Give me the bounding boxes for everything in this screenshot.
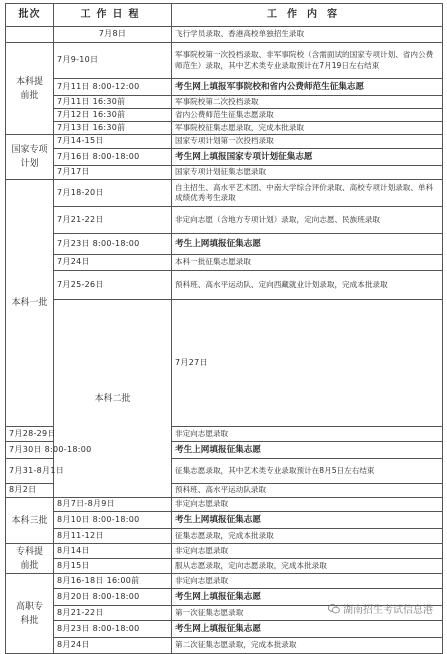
date-cell: 7月9-10日 bbox=[54, 43, 172, 79]
admission-schedule bbox=[5, 3, 442, 654]
date-cell: 8月14日 bbox=[54, 544, 172, 559]
date-cell: 7月17日 bbox=[54, 166, 172, 180]
batch-cell: 本科提前批 bbox=[6, 43, 54, 135]
work-content-cell: 非定向志愿录取 bbox=[172, 574, 443, 589]
table-row bbox=[6, 43, 443, 79]
batch-cell: 国家专项计划 bbox=[6, 135, 54, 180]
header-content: 工作内容 bbox=[172, 4, 443, 27]
table-row bbox=[6, 234, 443, 255]
work-content-cell: 国家专项计划征集志愿录取 bbox=[172, 166, 443, 180]
wechat-logo-icon bbox=[328, 604, 340, 614]
table-row bbox=[6, 207, 443, 234]
work-content-cell: 军事院校第一次投档录取、非军事院校（含需面试的国家专项计划、省内公费师范生）录取，其中艺术类专业录取预计在7月19日左右结束 bbox=[172, 43, 443, 79]
table-row bbox=[6, 559, 443, 574]
date-cell: 7月28-29日 bbox=[6, 427, 54, 442]
work-content-cell: 国家专项计划第一次投档录取 bbox=[172, 135, 443, 149]
date-cell: 7月21-22日 bbox=[54, 207, 172, 234]
table-row bbox=[6, 529, 443, 544]
table-row bbox=[6, 574, 443, 589]
work-content-cell: 非定向志愿录取 bbox=[172, 544, 443, 559]
work-content-cell: 考生网上填报征集志愿 bbox=[172, 589, 443, 606]
schedule-body bbox=[6, 27, 443, 654]
date-cell: 8月15日 bbox=[54, 559, 172, 574]
batch-cell: 专科提前批 bbox=[6, 544, 54, 574]
table-row bbox=[6, 544, 443, 559]
table-row bbox=[6, 27, 443, 43]
date-cell: 7月18-20日 bbox=[54, 180, 172, 207]
work-content-cell: 军事院校第二次投档录取 bbox=[172, 96, 443, 109]
batch-cell: 本科三批 bbox=[6, 498, 54, 544]
date-cell: 7月30日 8:00-18:00 bbox=[6, 442, 54, 459]
date-cell: 7月11日 8:00-12:00 bbox=[54, 79, 172, 96]
date-cell: 8月23日 8:00-18:00 bbox=[54, 621, 172, 638]
date-cell: 8月24日 bbox=[54, 638, 172, 654]
date-cell: 7月27日 bbox=[172, 300, 443, 427]
work-content-cell: 征集志愿录取，完成本批录取 bbox=[172, 529, 443, 544]
table-row bbox=[6, 498, 443, 512]
table-row bbox=[6, 621, 443, 638]
table-row bbox=[6, 135, 443, 149]
work-content-cell: 第二次征集志愿录取，完成本批录取 bbox=[172, 638, 443, 654]
table-row bbox=[6, 638, 443, 654]
date-cell: 8月21-22日 bbox=[54, 606, 172, 621]
table-row bbox=[6, 109, 443, 122]
table-row bbox=[6, 180, 443, 207]
work-content-cell: 省内公费师范生征集志愿录取 bbox=[172, 109, 443, 122]
date-cell: 8月10日 8:00-18:00 bbox=[54, 512, 172, 529]
date-cell: 7月12日 16:30前 bbox=[54, 109, 172, 122]
date-cell: 8月2日 bbox=[6, 484, 54, 498]
date-cell: 7月24日 bbox=[54, 255, 172, 271]
work-content-cell: 飞行学员录取、香港高校单独招生录取 bbox=[172, 27, 443, 43]
table-row bbox=[6, 300, 443, 427]
work-content-cell: 非定向志愿录取 bbox=[172, 498, 443, 512]
table-row bbox=[6, 255, 443, 271]
header-batch: 批次 bbox=[6, 4, 54, 27]
work-content-cell: 第一次征集志愿录取 bbox=[172, 606, 443, 621]
work-content-cell: 非定向志愿（含地方专项计划）录取，定向志愿、民族班录取 bbox=[172, 207, 443, 234]
watermark bbox=[328, 601, 433, 616]
table-row bbox=[6, 79, 443, 96]
date-cell: 8月11-12日 bbox=[54, 529, 172, 544]
table-row bbox=[6, 512, 443, 529]
date-cell: 8月20日 8:00-18:00 bbox=[54, 589, 172, 606]
work-content-cell: 考生网上填报征集志愿 bbox=[172, 621, 443, 638]
batch-cell bbox=[6, 27, 54, 43]
date-cell: 8月16-18日 16:00前 bbox=[54, 574, 172, 589]
work-content-cell: 预科班、高水平运动队录取 bbox=[172, 484, 443, 498]
work-content-cell: 征集志愿录取，其中艺术类专业录取预计在8月5日左右结束 bbox=[172, 459, 443, 484]
work-content-cell: 考生网上填报军事院校和省内公费师范生征集志愿 bbox=[172, 79, 443, 96]
table-row bbox=[6, 166, 443, 180]
work-content-cell: 考生网上填报国家专项计划征集志愿 bbox=[172, 149, 443, 166]
work-content-cell: 考生上网填报征集志愿 bbox=[172, 442, 443, 459]
date-cell: 7月11日 16:30前 bbox=[54, 96, 172, 109]
date-cell: 7月14-15日 bbox=[54, 135, 172, 149]
work-content-cell: 考生上网填报征集志愿 bbox=[172, 512, 443, 529]
work-content-cell: 预科班、高水平运动队、定向西藏就业计划录取，完成本批录取 bbox=[172, 271, 443, 300]
date-cell: 8月7日-8月9日 bbox=[54, 498, 172, 512]
header-row bbox=[6, 4, 443, 27]
work-content-cell: 服从志愿录取，定向志愿录取，完成本批录取 bbox=[172, 559, 443, 574]
table-row bbox=[6, 149, 443, 166]
work-content-cell: 自主招生、高水平艺术团、中南大学综合评价录取、高校专项计划录取、单科成绩优秀考生录取 bbox=[172, 180, 443, 207]
date-cell: 7月25-26日 bbox=[54, 271, 172, 300]
table-row bbox=[6, 96, 443, 109]
batch-cell: 本科一批 bbox=[6, 180, 54, 427]
work-content-cell: 本科一批征集志愿录取 bbox=[172, 255, 443, 271]
date-cell: 7月16日 8:00-18:00 bbox=[54, 149, 172, 166]
schedule-table bbox=[5, 3, 443, 654]
batch-cell: 本科二批 bbox=[54, 300, 172, 498]
date-cell: 7月8日 bbox=[54, 27, 172, 43]
date-cell: 7月13日 16:30前 bbox=[54, 122, 172, 135]
work-content-cell: 军事院校征集志愿录取，完成本批录取 bbox=[172, 122, 443, 135]
work-content-cell: 考生上网填报征集志愿 bbox=[172, 234, 443, 255]
watermark-text: 湖南招生考试信息港 bbox=[343, 605, 433, 616]
date-cell: 7月23日 8:00-18:00 bbox=[54, 234, 172, 255]
work-content-cell: 非定向志愿录取 bbox=[172, 427, 443, 442]
date-cell: 7月31-8月1日 bbox=[6, 459, 54, 484]
batch-cell: 高职专科批 bbox=[6, 574, 54, 654]
table-row bbox=[6, 271, 443, 300]
header-date: 工作日程 bbox=[54, 4, 172, 27]
table-row bbox=[6, 122, 443, 135]
